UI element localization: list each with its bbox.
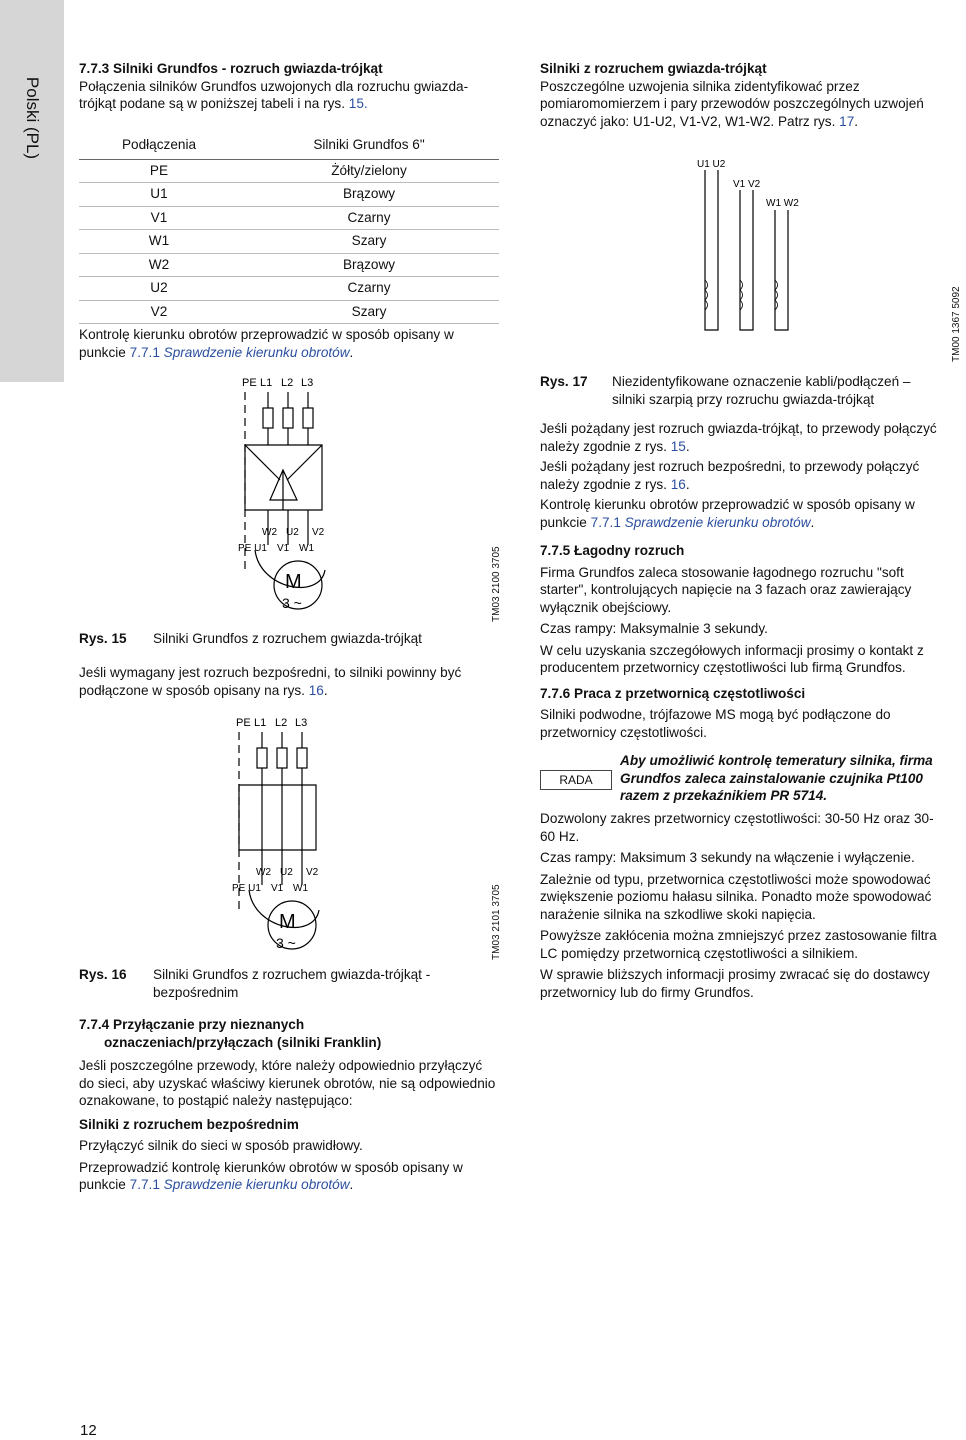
fig15-link[interactable]: 15. (348, 96, 368, 111)
table-cell: Szary (239, 230, 499, 254)
pe-label: PE (242, 377, 257, 389)
section-773-intro: Połączenia silników Grundfos uzwojonych dla rozruchu gwiazda-trójkąt podane są w poniższej tabeli i na rys. 15. (79, 78, 469, 111)
table-cell: Brązowy (239, 253, 499, 277)
star-delta-heading: Silniki z rozruchem gwiazda-trójkąt (540, 61, 767, 76)
table-row (79, 206, 499, 230)
fig17-link[interactable]: 17 (839, 113, 855, 129)
table-row (79, 159, 499, 183)
direct-start-p2: Przeprowadzić kontrolę kierunków obrotów w sposób opisany w punkcie 7.7.1 Sprawdzenie kierunku obrotów. (79, 1159, 463, 1192)
fig17-caption-text: Niezidentyfikowane oznaczenie kabli/podłączeń – silniki szarpią przy rozruchu gwiazda-trójkąt (612, 374, 911, 407)
section-776-p1: Silniki podwodne, trójfazowe MS mogą być podłączone do przetwornicy częstotliwości. (540, 707, 891, 740)
language-tab (0, 0, 64, 382)
fuse-l2 (283, 408, 293, 428)
svg-text:3 ~: 3 ~ (276, 935, 296, 951)
table-row (79, 300, 499, 324)
section-773 (79, 60, 499, 113)
section-774 (79, 1016, 499, 1194)
if-direct-paragraph: Jeśli pożądany jest rozruch bezpośredni, to przewody połączyć należy zgodnie z rys. 16. (540, 459, 920, 492)
section-771-title-link[interactable]: Sprawdzenie kierunku obrotów (624, 514, 811, 530)
rada-notice (540, 752, 940, 810)
table-cell: W2 (79, 253, 239, 277)
svg-text:M: M (279, 911, 296, 933)
fig17-caption (540, 373, 940, 408)
table-header-motors: Silniki Grundfos 6" (239, 130, 499, 159)
svg-text:V1: V1 (271, 883, 284, 894)
table-cell: Szary (239, 300, 499, 324)
svg-text:V2: V2 (306, 867, 319, 878)
section-775-p3: W celu uzyskania szczegółowych informacji prosimy o kontakt z producentem przetwornicy częstotliwości lub firmą Grundfos. (540, 642, 924, 675)
if-star-paragraph: Jeśli pożądany jest rozruch gwiazda-trójkąt, to przewody połączyć należy zgodnie z rys. 15. (540, 421, 937, 454)
wiring-instructions (540, 420, 940, 741)
table-cell: V2 (79, 300, 239, 324)
check-paragraph: Kontrolę kierunku obrotów przeprowadzić w sposób opisany w punkcie 7.7.1 Sprawdzenie kierunku obrotów. (540, 497, 915, 530)
svg-text:L1: L1 (254, 717, 267, 729)
starter-box (239, 785, 316, 850)
section-771-link[interactable]: 7.7.1 (129, 1177, 160, 1192)
section-775-p2: Czas rampy: Maksymalnie 3 sekundy. (540, 621, 768, 636)
table-cell: PE (79, 159, 239, 183)
section-776-p2: Dozwolony zakres przetwornicy częstotliwości: 30-50 Hz oraz 30-60 Hz. (540, 811, 934, 844)
table-row (79, 277, 499, 301)
fuse-l1 (263, 408, 273, 428)
direct-paragraph: Jeśli wymagany jest rozruch bezpośredni, to silniki powinny być podłączone w sposób opisany na rys. 16. (79, 665, 462, 698)
section-771-link[interactable]: 7.7.1 (129, 344, 160, 360)
fuse-l3 (303, 408, 313, 428)
svg-text:L2: L2 (275, 717, 288, 729)
section-776-p6: W sprawie bliższych informacji prosimy zwracać się do dostawcy przetwornicy lub do firmy Grundfos. (540, 967, 930, 1000)
w2-label: W2 (262, 527, 277, 538)
table-row (79, 183, 499, 207)
table-cell: W1 (79, 230, 239, 254)
table-header-row (79, 130, 499, 159)
fig16-diagram (214, 710, 514, 960)
table-row (79, 230, 499, 254)
table-cell: Czarny (239, 277, 499, 301)
svg-text:W2: W2 (256, 867, 271, 878)
table-header-connections: Podłączenia (79, 130, 239, 159)
table-cell: Czarny (239, 206, 499, 230)
section-771-link[interactable]: 7.7.1 (590, 514, 621, 530)
section-771-title-link[interactable]: Sprawdzenie kierunku obrotów (163, 1177, 350, 1192)
fig15-caption-text: Silniki Grundfos z rozruchem gwiazda-trójkąt (153, 631, 422, 646)
l3-label: L3 (301, 377, 314, 389)
fig16-caption (79, 966, 499, 1001)
fig15-diagram (220, 370, 520, 620)
fig16-caption-text: Silniki Grundfos z rozruchem gwiazda-trójkąt - bezpośrednim (153, 967, 431, 1000)
fig16-code: TM03 2101 3705 (491, 884, 502, 960)
w1-label: W1 (299, 543, 314, 554)
direct-start-p1: Przyłączyć silnik do sieci w sposób prawidłowy. (79, 1138, 363, 1153)
section-776-p4: Zależnie od typu, przetwornica częstotliwości może spowodować zwiększenie poziomu hałasu silnika. Ponadto może spowodować narażenie silnika na szkodliwe skoki napięcia. (540, 871, 932, 922)
fig15-code: TM03 2100 3705 (491, 546, 502, 622)
table-cell: U2 (79, 277, 239, 301)
table-row (79, 253, 499, 277)
fig17-u-label: U1 U2 (697, 159, 726, 170)
fig17-w-label: W1 W2 (766, 198, 799, 209)
fig17-code: TM00 1367 5092 (951, 286, 962, 362)
pe-u1-label: PE U1 (238, 543, 267, 554)
svg-text:L3: L3 (295, 717, 308, 729)
l2-label: L2 (281, 377, 294, 389)
page-number: 12 (80, 1422, 97, 1439)
fig15-label: Rys. 15 (79, 631, 127, 646)
star-delta-text: Poszczególne uzwojenia silnika zidentyfikować przez pomiaromomierzem i pary przewodów poszczególnych uzwojeń oznaczyć jako: U1-U2, V1-V2, W1-W2. Patrz rys. 17. (540, 78, 924, 129)
svg-text:PE: PE (236, 717, 251, 729)
svg-text:U2: U2 (280, 867, 293, 878)
section-776-details (540, 810, 940, 1001)
section-775-p1: Firma Grundfos zaleca stosowanie łagodnego rozruchu "soft starter", kontrolujących napięcie na 3 fazach oraz zawierający wyłącznik obejściowy. (540, 564, 912, 615)
v1-label: V1 (277, 543, 290, 554)
fig16-link[interactable]: 16 (308, 682, 324, 698)
table-cell: U1 (79, 183, 239, 207)
fig16-link[interactable]: 16 (670, 476, 686, 492)
section-774-text: Jeśli poszczególne przewody, które należy odpowiednio przyłączyć do sieci, aby uzyskać właściwy kierunek obrotów, nie są odpowiednio oznakowane, to postąpić należy następująco: (79, 1058, 496, 1108)
u2-label: U2 (286, 527, 299, 538)
fig15-link[interactable]: 15 (670, 438, 686, 454)
section-774-title-2: oznaczeniach/przyłączach (silniki Franklin) (104, 1034, 382, 1050)
table-cell: V1 (79, 206, 239, 230)
table-cell: Żółty/zielony (239, 159, 499, 183)
table-cell: Brązowy (239, 183, 499, 207)
svg-text:PE U1: PE U1 (232, 883, 261, 894)
section-771-title-link[interactable]: Sprawdzenie kierunku obrotów (163, 344, 350, 360)
star-delta-section (540, 60, 940, 130)
section-776-p3: Czas rampy: Maksimum 3 sekundy na włączenie i wyłączenie. (540, 850, 915, 865)
connection-table (79, 130, 499, 324)
fig17-label: Rys. 17 (540, 374, 588, 389)
direct-start-heading: Silniki z rozruchem bezpośrednim (79, 1116, 299, 1132)
fig17-diagram (660, 150, 860, 340)
fig15-caption (79, 630, 499, 648)
rada-label: RADA (540, 770, 612, 790)
section-774-title-1: 7.7.4 Przyłączanie przy nieznanych (79, 1017, 305, 1032)
l1-label: L1 (260, 377, 273, 389)
motor-phase-label: 3 ~ (282, 595, 302, 611)
language-tab-label: Polski (PL) (22, 76, 42, 160)
section-773-title: 7.7.3 Silniki Grundfos - rozruch gwiazda-trójkąt (79, 61, 383, 76)
fig17-v-label: V1 V2 (733, 179, 761, 190)
section-776-title: 7.7.6 Praca z przetwornicą częstotliwości (540, 685, 806, 701)
rada-text: Aby umożliwić kontrolę temeratury silnika, firma Grundfos zaleca zainstalowanie czujnika Pt100 razem z przekaźnikiem PR 5714. (620, 753, 933, 803)
svg-text:W1: W1 (293, 883, 308, 894)
motor-label: M (285, 571, 302, 593)
section-775-title: 7.7.5 Łagodny rozruch (540, 543, 685, 558)
check-paragraph: Kontrolę kierunku obrotów przeprowadzić w sposób opisany w punkcie 7.7.1 Sprawdzenie kierunku obrotów. (79, 327, 454, 360)
section-776-p5: Powyższe zakłócenia można zmniejszyć przez zastosowanie filtra LC pomiędzy przetwornicą częstotliwości a silnikiem. (540, 928, 937, 961)
fig16-label: Rys. 16 (79, 967, 127, 982)
v2-label: V2 (312, 527, 325, 538)
